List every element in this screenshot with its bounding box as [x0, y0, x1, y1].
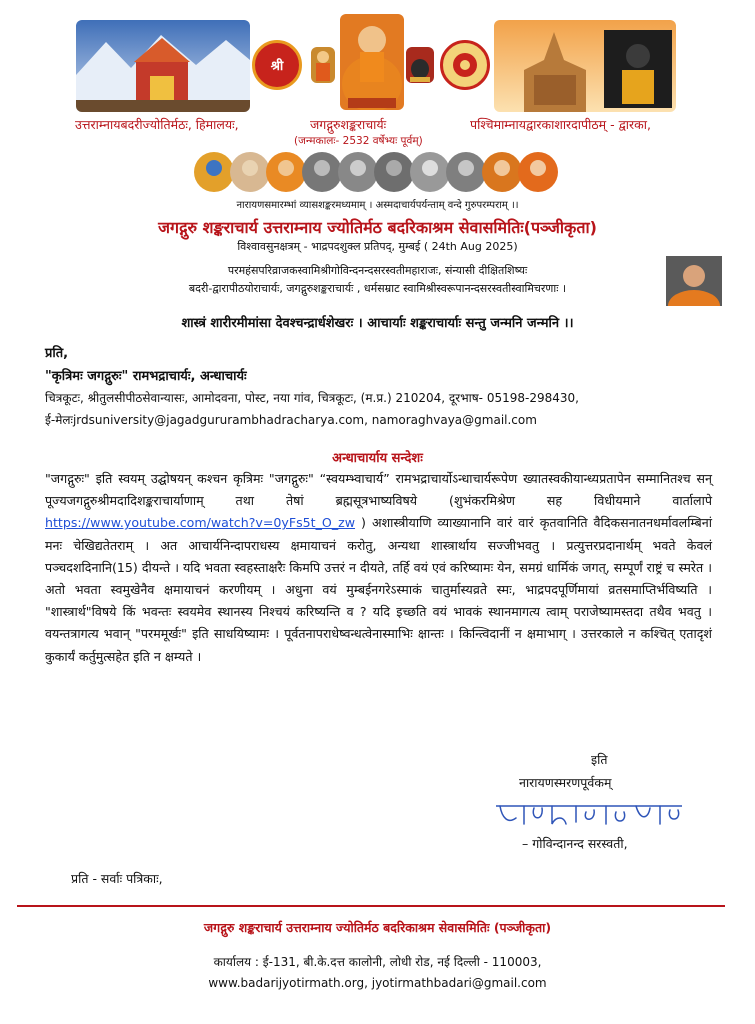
footer-web-email: www.badarijyotirmath.org, jyotirmathbadari@gmail.com	[208, 976, 547, 990]
narayana-smarana: नारायणस्मरणपूर्वकम्	[519, 775, 612, 790]
shloka-line: शास्त्रं शारीरमीमांसा देवश्चन्द्रार्धशेखरः । आचार्याः शङ्कराचार्याः सन्तु जन्मनि जन्मनि ।।	[181, 316, 574, 331]
guru-portrait	[194, 152, 234, 192]
prati-label: प्रति,	[45, 346, 69, 361]
guru-portrait	[410, 152, 450, 192]
guru-lineage-portraits	[192, 150, 562, 194]
location-left: उत्तराम्नायबदरीज्योतिर्मठः, हिमालयः,	[75, 117, 239, 132]
date-line: विश्वावसुनक्षत्रम् - भाद्रपदशुक्ल प्रतिपद्, मुम्बई ( 24th Aug 2025)	[237, 240, 518, 253]
dwarka-seal-logo	[440, 40, 490, 90]
message-body	[45, 468, 712, 668]
sri-seal-logo	[252, 40, 302, 90]
signatory-name: – गोविन्दानन्द सरस्वती,	[522, 836, 628, 851]
body-paragraph-part-2: ) अशास्त्रीयाणि व्याख्यानानि वारं वारं कृतवानिति वैदिकसनातनधर्मावलम्बिनां मनः चेखिद्यतेतराम् । अत आचार्यनिन्दापराधस्य क्षमायाचनं करोतु, अन्यथा शास्त्रार्थाय सज्जीभवतु । प्रत्युत्तरप्रदानार्थम् भवते केवलं पञ्चदशदिनानि(15) दीयन्ते । यदि भवता स्वहस्ताक्षरैः किमपि उत्तरं न दीयते, तर्हि वयं एवं करिष्यामः येन, समग्रं धार्मिकं जगत्, सम्पूर्णं राष्ट्रं च स्मरेत । अतो भवता स्वमुखेनैव क्षमायाचनं करणीयम् । अधुना वयं मुम्बईनगरेऽस्माकं चातुर्मास्यव्रते स्मः, भाद्रपदपूर्णिमायां व्रतसमाप्तिर्भविष्यति । "शास्त्रार्थ"विषये किं भवन्तः स्वयमेव स्थानस्य निश्चयं करिष्यन्ति व ? यदि इच्छति वयं भावकं स्थानमागत्य त्वाम् पराजेष्यामस्तदा तथैव भवतु । वयन्तत्रागत्य भवान् "परममूर्खः" इति साधयिष्यामः । पूर्वतनापराधेष्वन्धत्वेनास्माभिः क्षान्तः । किन्त्विदानीं न क्षमाभाग् । उत्तरकाले न कश्चित् एतादृशं कुकार्यं कर्तुमुत्सहेत इति न क्षम्यते ।	[45, 515, 712, 664]
body-paragraph-part-1: "जगद्गुरुः" इति स्वयम् उद्घोषयन् कश्चन कृत्रिमः "जगद्गुरुः" “स्वयम्भ्वाचार्य” रामभद्राचार्योऽन्धाचार्यरूपेण ख्यातस्वकीयान्ध्यप्रतापेन सम्मानितश्च सन् पूज्यजगद्गुरुश्रीमदादिशङ्कराचार्याणाम् तथा तेषां ब्रह्मसूत्रभाष्यविषये (शुभंकरमिश्रेण सह विधीयमाने वार्तालापे	[45, 471, 712, 509]
sender-line-1: परमहंसपरिव्राजकस्वामिश्रीगोविन्दनन्दसरस्वतीमहाराजः, संन्यासी दीक्षितशिष्यः	[227, 264, 528, 277]
sender-photo	[666, 256, 722, 306]
sender-line-2: बदरी-द्वारापीठयोराचार्यः, जगद्गुरुशङ्कराचार्यः , धर्मसम्राट स्वामिश्रीस्वरूपानन्दसरस्वतीस्वामिचरणाः ।	[188, 282, 567, 295]
deity-small-image	[311, 47, 335, 83]
guru-portrait	[230, 152, 270, 192]
seal-text: श्री	[270, 59, 284, 74]
guru-portrait	[518, 152, 558, 192]
cc-newspapers: प्रति - सर्वाः पत्रिकाः,	[71, 871, 163, 886]
message-title: अन्धाचार्याय सन्देशः	[332, 451, 423, 466]
handwritten-signature	[490, 796, 690, 830]
recipient-email: ई-मेलःjrdsuniversity@jagadgururambhadracharya.com, namoraghvaya@gmail.com	[45, 413, 537, 427]
recipient-name: "कृत्रिमः जगद्गुरुः" रामभद्राचार्यः, अन्धाचार्यः	[45, 369, 247, 384]
guru-portrait	[374, 152, 414, 192]
recipient-address: चित्रकूटः, श्रीतुलसीपीठसेवान्यासः, आमोदवना, पोस्ट, नया गांव, चित्रकूटः, (म.प्र.) 210204, दूरभाष- 05198-298430,	[45, 391, 579, 405]
guru-portrait	[482, 152, 522, 192]
dwarka-temple-image	[494, 20, 676, 112]
organization-title: जगद्गुरु शङ्कराचार्य उत्तराम्नाय ज्योतिर्मठ बदरिकाश्रम सेवासमितिः(पञ्जीकृता)	[158, 218, 597, 237]
footer-divider	[17, 905, 725, 907]
badrinath-temple-image	[76, 20, 250, 112]
guru-portrait	[338, 152, 378, 192]
shivalinga-image	[406, 47, 434, 83]
location-right: पश्चिमाम्नायद्वारकाशारदापीठम् - द्वारका,	[470, 117, 651, 132]
shankaracharya-portrait	[340, 14, 404, 110]
birth-era: (जन्मकालः- 2532 वर्षेभ्यः पूर्वम्)	[294, 135, 423, 147]
guru-parampara-verse: नारायणसमारम्भां व्यासशङ्करमध्यमाम् । अस्मदाचार्यपर्यन्ताम् वन्दे गुरुपरम्पराम् ।।	[236, 200, 519, 211]
location-center: जगद्गुरुशङ्कराचार्यः	[310, 117, 387, 132]
guru-portrait	[302, 152, 342, 192]
guru-portrait	[446, 152, 486, 192]
guru-portrait	[266, 152, 306, 192]
footer-address: कार्यालय : ई-131, बी.के.दत्त कालोनी, लोधी रोड, नई दिल्ली - 110003,	[213, 955, 542, 969]
iti-label: इति	[591, 752, 608, 767]
footer-organization-title: जगद्गुरु शङ्कराचार्य उत्तराम्नाय ज्योतिर्मठ बदरिकाश्रम सेवासमितिः (पञ्जीकृता)	[203, 920, 552, 935]
youtube-link[interactable]: https://www.youtube.com/watch?v=0yFs5t_O_zw	[45, 515, 356, 531]
